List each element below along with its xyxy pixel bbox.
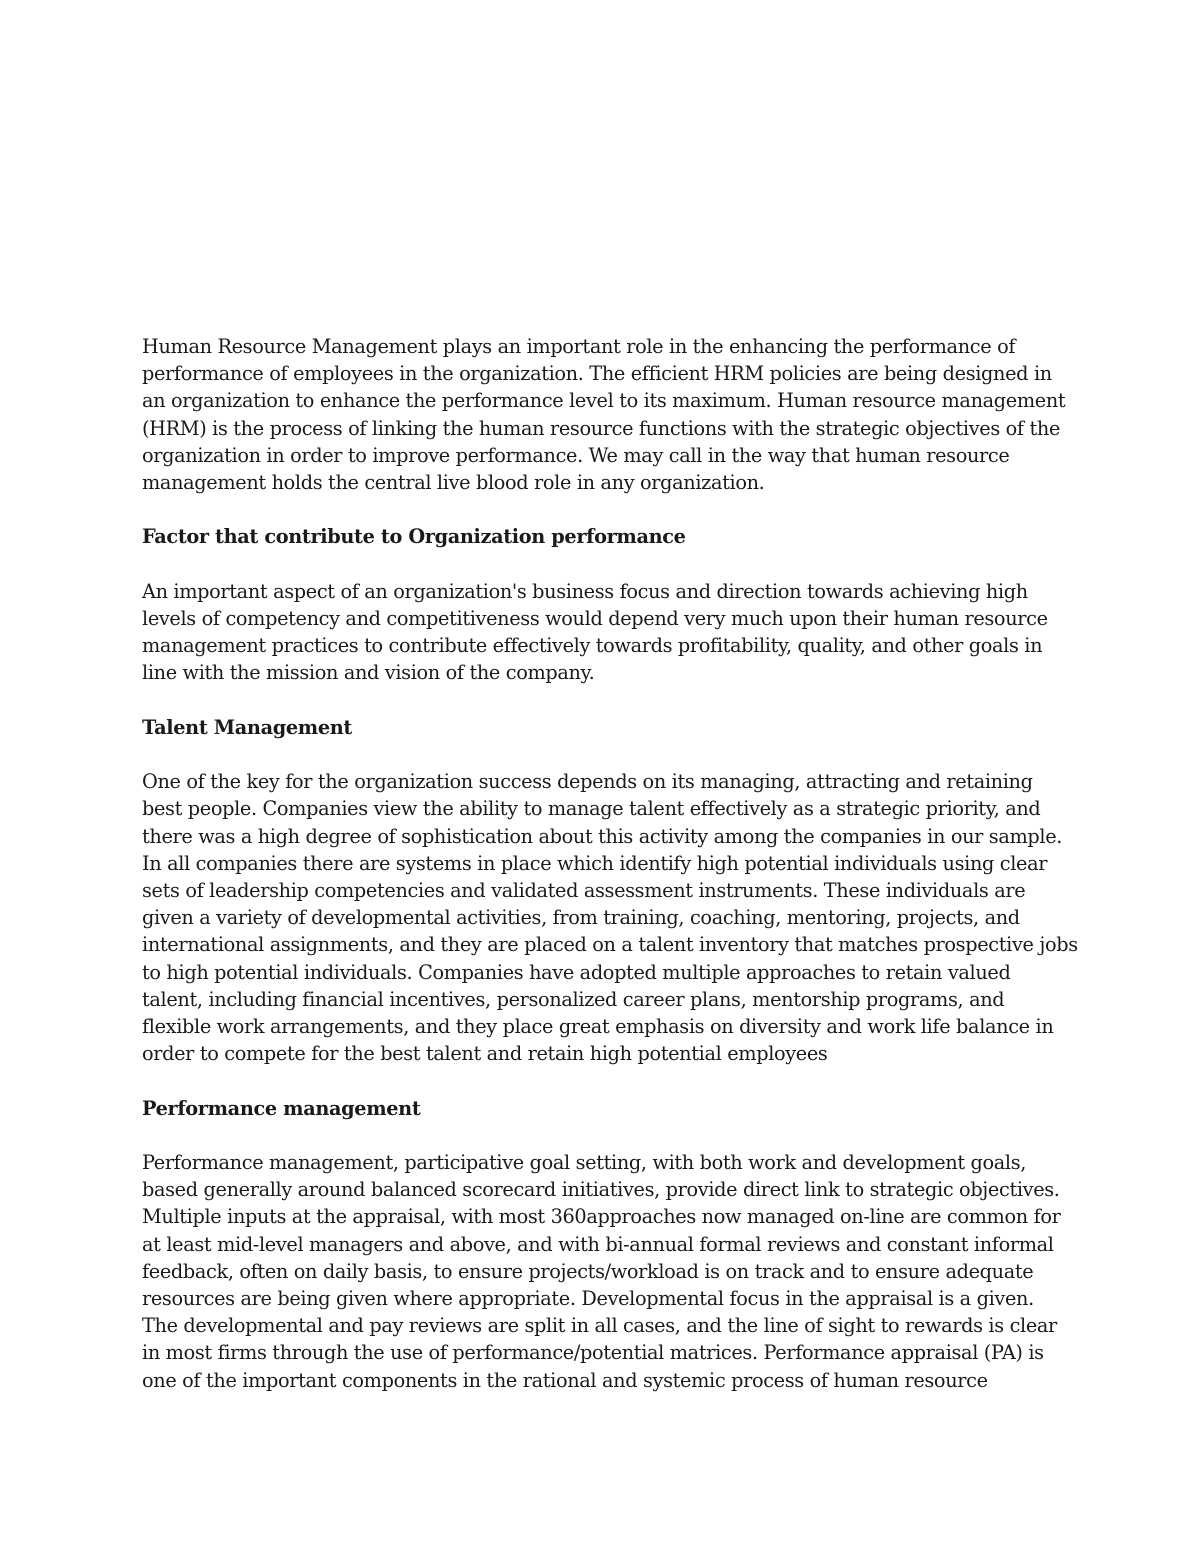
text-line: an organization to enhance the performance level to its maximum. Human resource management xyxy=(142,389,1066,413)
text-line: organization in order to improve performance. We may call in the way that human resource xyxy=(142,443,1010,467)
text-line: based generally around balanced scorecard initiatives, provide direct link to strategic objectives. xyxy=(142,1178,1060,1202)
spacer xyxy=(142,496,1062,523)
text-line: In all companies there are systems in place which identify high potential individuals using clear xyxy=(142,851,1048,875)
text-line: at least mid-level managers and above, and with bi-annual formal reviews and constant informal xyxy=(142,1232,1054,1256)
spacer xyxy=(142,1122,1062,1149)
text-line: given a variety of developmental activities, from training, coaching, mentoring, projects, and xyxy=(142,906,1020,930)
text-line: talent, including financial incentives, personalized career plans, mentorship programs, and xyxy=(142,987,1005,1011)
text-line: management holds the central live blood role in any organization. xyxy=(142,471,765,495)
text-line: (HRM) is the process of linking the human resource functions with the strategic objectives of the xyxy=(142,416,1061,440)
text-line: resources are being given where appropriate. Developmental focus in the appraisal is a given. xyxy=(142,1287,1034,1311)
performance-paragraph xyxy=(142,1149,1062,1394)
text-line: levels of competency and competitiveness would depend very much upon their human resource xyxy=(142,607,1048,630)
text-line: flexible work arrangements, and they place great emphasis on diversity and work life balance in xyxy=(142,1015,1054,1039)
text-line: performance of employees in the organization. The efficient HRM policies are being designed in xyxy=(142,362,1052,386)
text-line: there was a high degree of sophistication about this activity among the companies in our sample. xyxy=(142,824,1063,848)
spacer xyxy=(142,687,1062,714)
spacer xyxy=(142,1067,1062,1094)
text-line: international assignments, and they are placed on a talent inventory that matches prospective jobs xyxy=(142,933,1078,957)
text-line: one of the important components in the rational and systemic process of human resource xyxy=(142,1368,988,1392)
spacer xyxy=(142,551,1062,578)
factors-paragraph xyxy=(142,578,1062,687)
text-line: management practices to contribute effectively towards profitability, quality, and other goals in xyxy=(142,634,1043,658)
intro-paragraph xyxy=(142,333,1066,496)
section-heading-talent: Talent Management xyxy=(142,715,352,739)
text-line: An important aspect of an organization's business focus and direction towards achieving high xyxy=(142,579,1028,603)
section-heading-factors: Factor that contribute to Organization performance xyxy=(142,525,686,549)
text-line: Multiple inputs at the appraisal, with most 360approaches now managed on-line are common for xyxy=(142,1205,1061,1229)
text-line: best people. Companies view the ability to manage talent effectively as a strategic priority, and xyxy=(142,797,1041,821)
talent-paragraph xyxy=(142,768,1078,1067)
spacer xyxy=(142,741,1062,768)
section-heading-performance: Performance management xyxy=(142,1096,421,1120)
text-line: line with the mission and vision of the company. xyxy=(142,661,595,685)
text-line: to high potential individuals. Companies have adopted multiple approaches to retain valued xyxy=(142,960,1011,984)
text-line: order to compete for the best talent and retain high potential employees xyxy=(142,1042,828,1066)
document-page xyxy=(142,333,1078,1394)
text-line: Human Resource Management plays an important role in the enhancing the performance of xyxy=(142,335,1016,358)
text-line: sets of leadership competencies and validated assessment instruments. These individuals are xyxy=(142,879,1026,902)
text-line: feedback, often on daily basis, to ensure projects/workload is on track and to ensure adequate xyxy=(142,1259,1034,1283)
text-line: in most firms through the use of performance/potential matrices. Performance appraisal (PA) is xyxy=(142,1341,1044,1365)
text-line: Performance management, participative goal setting, with both work and development goals, xyxy=(142,1151,1027,1174)
text-line: One of the key for the organization success depends on its managing, attracting and retaining xyxy=(142,770,1033,794)
text-line: The developmental and pay reviews are split in all cases, and the line of sight to rewards is clear xyxy=(142,1314,1057,1338)
